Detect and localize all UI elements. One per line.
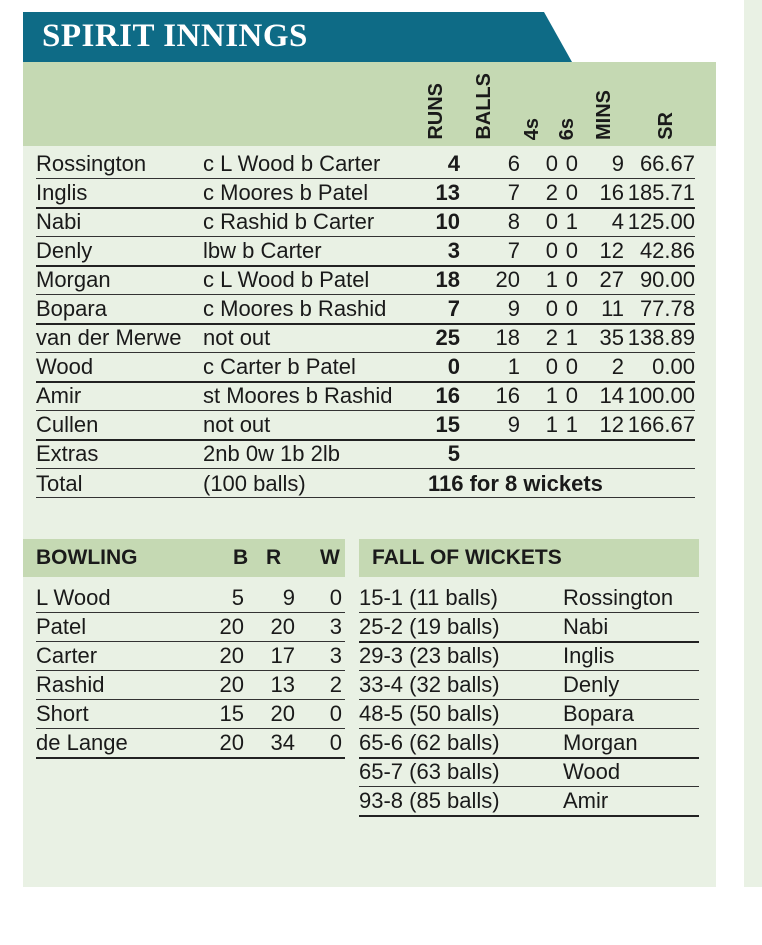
bowler-name: de Lange [36,730,128,755]
batting-name: Inglis [36,180,88,205]
bowler-runs: 9 [282,585,295,610]
bowling-header [23,539,345,577]
batting-fours: 2 [545,325,558,350]
batting-sixes: 0 [565,354,578,379]
fow-score: 33-4 (32 balls) [359,672,500,697]
batting-how: st Moores b Rashid [203,383,393,408]
total-detail: (100 balls) [203,471,306,496]
batting-sixes: 0 [565,296,578,321]
extras-runs: 5 [447,441,460,466]
fow-batter: Bopara [563,701,634,726]
batting-name: Rossington [36,151,147,176]
batting-mins: 16 [599,180,624,205]
batting-sr: 90.00 [639,267,695,292]
batting-sr: 0.00 [652,354,695,379]
fow-score: 93-8 (85 balls) [359,788,500,813]
batting-name: Morgan [36,267,111,292]
batting-fours: 0 [545,209,558,234]
row-divider [36,294,695,295]
batting-balls: 9 [507,296,520,321]
batting-how: c L Wood b Patel [203,267,370,292]
total-label: Total [36,471,83,496]
batting-sr: 138.89 [627,325,695,350]
bowler-name: Rashid [36,672,105,697]
batting-name: Amir [36,383,82,408]
batting-runs: 7 [447,296,460,321]
batting-how: lbw b Carter [203,238,322,263]
fow-batter: Wood [563,759,621,784]
batting-balls: 9 [507,412,520,437]
batting-sixes: 1 [565,325,578,350]
bowler-name: Short [36,701,89,726]
batting-sr: 166.67 [627,412,695,437]
side-stripe [744,0,762,887]
row-divider [36,265,695,267]
col-fours-header: 4s [521,117,543,140]
batting-sixes: 1 [565,209,578,234]
col-balls-header: BALLS [473,73,495,140]
bowling-row [36,699,345,728]
batting-runs: 18 [435,267,460,292]
bowler-name: L Wood [36,585,111,610]
batting-mins: 11 [601,296,624,321]
fow-batter: Amir [563,788,609,813]
bowling-row [36,583,345,612]
batting-fours: 0 [545,296,558,321]
bowling-row [36,641,345,670]
bowler-wickets: 0 [329,730,342,755]
batting-header-band [23,62,716,146]
bowling-col-w: W [320,546,340,569]
fow-score: 29-3 (23 balls) [359,643,500,668]
row-divider [36,497,695,498]
fow-heading: FALL OF WICKETS [372,546,562,569]
batting-how: c Carter b Patel [203,354,356,379]
row-divider [359,815,699,817]
row-divider [36,236,695,237]
bowling-row [36,728,345,757]
batting-fours: 0 [545,354,558,379]
batting-name: Bopara [36,296,107,321]
batting-sr: 42.86 [639,238,695,263]
row-divider [36,439,695,441]
batting-row [36,381,695,410]
bowling-row [36,612,345,641]
batting-sr: 77.78 [639,296,695,321]
batting-mins: 27 [599,267,624,292]
batting-runs: 13 [435,180,460,205]
batting-runs: 0 [447,354,460,379]
fow-batter: Nabi [563,614,609,639]
fow-row [359,670,699,699]
extras-label: Extras [36,441,99,466]
batting-runs: 4 [447,151,460,176]
bowler-wickets: 0 [329,701,342,726]
batting-sixes: 0 [565,151,578,176]
batting-name: Nabi [36,209,82,234]
batting-row [36,207,695,236]
batting-fours: 1 [545,412,558,437]
fow-score: 65-6 (62 balls) [359,730,500,755]
extras-row [36,439,695,468]
batting-fours: 0 [545,151,558,176]
row-divider [36,323,695,325]
fall-of-wickets-header [359,539,699,577]
batting-sixes: 0 [565,180,578,205]
bowler-balls: 20 [219,643,244,668]
col-sixes-header: 6s [556,117,578,140]
fow-score: 15-1 (11 balls) [359,585,498,610]
bowler-runs: 34 [270,730,295,755]
fow-batter: Rossington [563,585,674,610]
batting-row [36,178,695,207]
batting-name: Cullen [36,412,99,437]
col-mins-header: MINS [593,90,615,140]
fow-row [359,583,699,612]
batting-fours: 1 [545,267,558,292]
batting-runs: 10 [435,209,460,234]
extras-detail: 2nb 0w 1b 2lb [203,441,340,466]
batting-sixes: 1 [565,412,578,437]
batting-balls: 8 [507,209,520,234]
batting-balls: 7 [507,238,520,263]
bowler-wickets: 3 [329,643,342,668]
bowler-balls: 5 [231,585,244,610]
batting-how: not out [203,325,271,350]
fow-row [359,757,699,786]
batting-how: not out [203,412,271,437]
batting-how: c Moores b Patel [203,180,369,205]
bowler-runs: 20 [270,701,295,726]
fow-row [359,728,699,757]
fow-row [359,699,699,728]
batting-row [36,352,695,381]
batting-balls: 20 [495,267,520,292]
batting-row [36,265,695,294]
row-divider [36,178,695,179]
row-divider [36,757,345,759]
batting-row [36,323,695,352]
batting-mins: 35 [599,325,624,350]
fow-batter: Morgan [563,730,638,755]
bowler-runs: 20 [270,614,295,639]
batting-sr: 125.00 [627,209,695,234]
bowler-balls: 20 [219,672,244,697]
bowling-col-b: B [233,546,249,569]
batting-row [36,410,695,439]
fow-row [359,612,699,641]
col-sr-header: SR [655,112,677,140]
batting-mins: 2 [611,354,624,379]
fow-row [359,786,699,815]
row-divider [36,468,695,469]
batting-sr: 185.71 [627,180,695,205]
fow-score: 48-5 (50 balls) [359,701,500,726]
bowler-name: Patel [36,614,87,639]
batting-balls: 7 [507,180,520,205]
batting-how: c Moores b Rashid [203,296,387,321]
batting-sixes: 0 [565,383,578,408]
batting-how: c Rashid b Carter [203,209,375,234]
batting-fours: 0 [545,238,558,263]
batting-balls: 1 [507,354,520,379]
fow-batter: Inglis [563,643,615,668]
batting-balls: 18 [495,325,520,350]
bowler-wickets: 0 [329,585,342,610]
batting-sixes: 0 [565,238,578,263]
bowling-row [36,670,345,699]
batting-how: c L Wood b Carter [203,151,381,176]
bowler-runs: 13 [270,672,295,697]
bowling-heading: BOWLING [36,546,138,569]
batting-balls: 16 [495,383,520,408]
batting-fours: 2 [545,180,558,205]
batting-runs: 25 [435,325,460,350]
batting-mins: 9 [611,151,624,176]
bowler-name: Carter [36,643,98,668]
fow-row [359,641,699,670]
batting-name: Denly [36,238,93,263]
batting-name: van der Merwe [36,325,182,350]
batting-sr: 100.00 [627,383,695,408]
bowler-wickets: 2 [329,672,342,697]
row-divider [36,352,695,353]
fow-batter: Denly [563,672,620,697]
innings-title: SPIRIT INNINGS [42,18,308,54]
batting-mins: 12 [599,238,624,263]
batting-mins: 4 [611,209,624,234]
bowler-runs: 17 [270,643,295,668]
batting-runs: 15 [435,412,460,437]
total-score: 116 for 8 wickets [428,471,603,496]
batting-fours: 1 [545,383,558,408]
bowler-balls: 15 [219,701,244,726]
fow-score: 25-2 (19 balls) [359,614,500,639]
fow-score: 65-7 (63 balls) [359,759,500,784]
title-banner [23,12,572,62]
total-row [36,469,695,498]
batting-name: Wood [36,354,94,379]
batting-sixes: 0 [565,267,578,292]
batting-row [36,294,695,323]
row-divider [36,410,695,411]
batting-row [36,149,695,178]
batting-row [36,236,695,265]
bowler-wickets: 3 [329,614,342,639]
batting-runs: 3 [447,238,460,263]
bowler-balls: 20 [219,730,244,755]
batting-sr: 66.67 [639,151,695,176]
batting-balls: 6 [507,151,520,176]
bowler-balls: 20 [219,614,244,639]
batting-mins: 12 [599,412,624,437]
batting-runs: 16 [435,383,460,408]
batting-mins: 14 [599,383,624,408]
bowling-col-r: R [266,546,282,569]
row-divider [36,207,695,209]
row-divider [36,381,695,383]
col-runs-header: RUNS [425,83,447,140]
